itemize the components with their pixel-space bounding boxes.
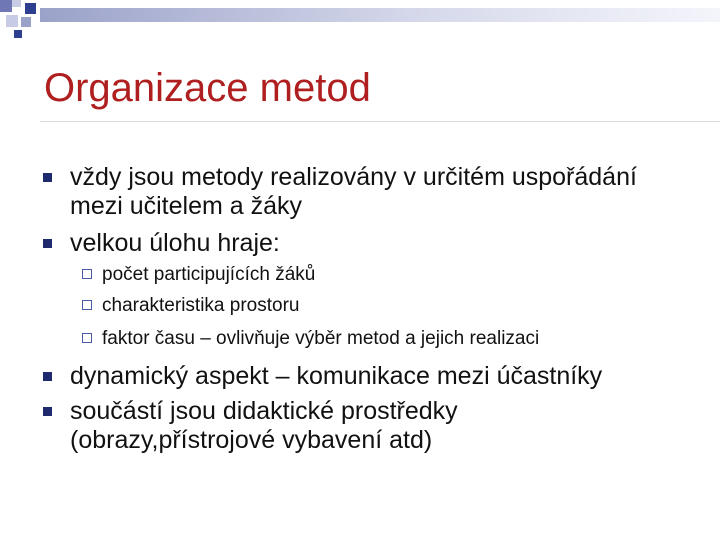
subbullet-item [102,327,702,351]
bullet-text: součástí jsou didaktické prostředky (obrazy,přístrojové vybavení atd) [70,397,458,454]
subbullet-item [102,294,702,318]
square-bullet-icon [43,407,52,416]
title-divider [40,121,720,122]
subbullet-text: faktor času – ovlivňuje výběr metod a jejich realizaci [102,328,540,349]
subbullet-text: charakteristika prostoru [102,295,300,316]
bullet-text: vždy jsou metody realizovány v určitém uspořádání mezi učitelem a žáky [70,163,637,220]
subbullet-item [102,263,702,287]
bullet-item [70,397,540,455]
bullet-item [70,362,690,391]
hollow-square-bullet-icon [82,269,92,279]
slide-title: Organizace metod [44,66,371,110]
bullet-item [70,229,690,258]
bullet-text: dynamický aspekt – komunikace mezi účastníky [70,362,603,390]
subbullet-text: počet participujících žáků [102,264,316,285]
hollow-square-bullet-icon [82,333,92,343]
hollow-square-bullet-icon [82,300,92,310]
square-bullet-icon [43,239,52,248]
bullet-item [70,163,690,221]
square-bullet-icon [43,173,52,182]
square-bullet-icon [43,372,52,381]
header-decoration [0,0,720,40]
bullet-text: velkou úlohu hraje: [70,229,280,257]
